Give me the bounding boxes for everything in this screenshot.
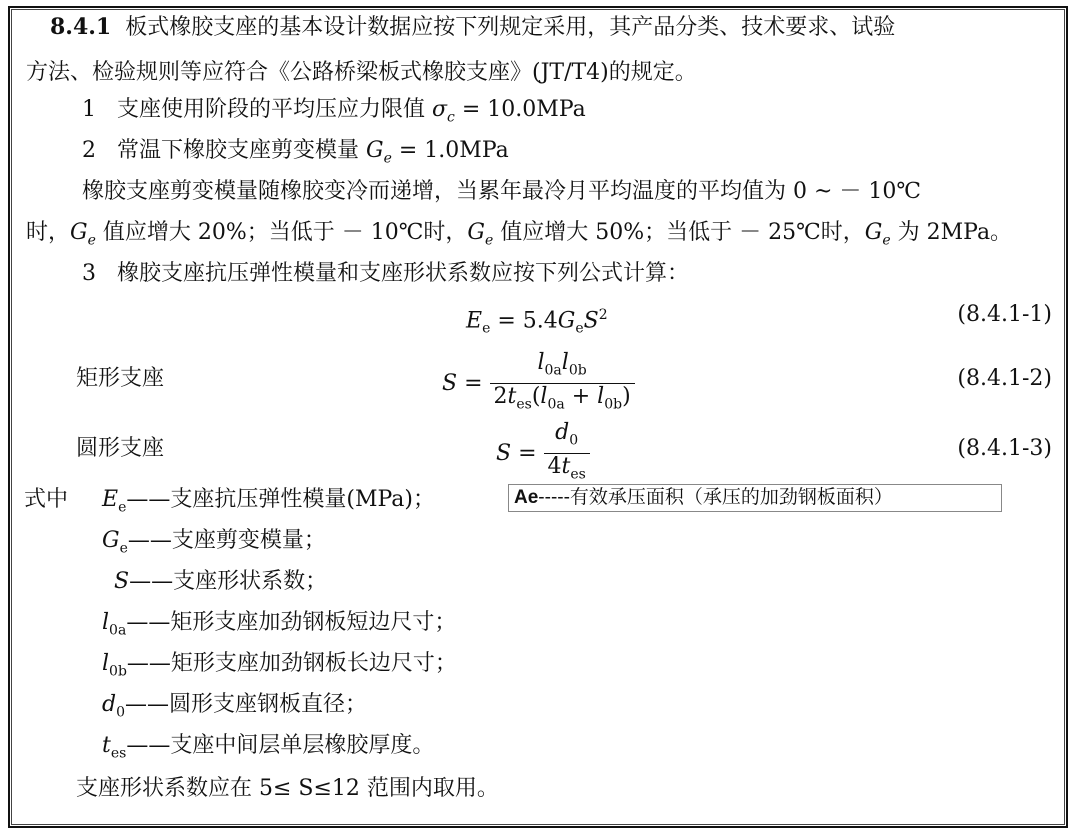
equation-2: S = $\frac{l_{0a}l_{0b}}{2t_{es}(l_{0a} + l_{0b})}$ (442, 350, 635, 418)
section-number: 8.4.1 (50, 14, 112, 40)
item-1-text: 支座使用阶段的平均压应力限值 (116, 97, 425, 122)
equation-3-number: (8.4.1-3) (957, 436, 1052, 461)
annotation-box (508, 484, 1002, 512)
paragraph-line-2: 时，$G_e$ 值应增大 20%；当低于 － 10℃时，$G_e$ 值应增大 50%；当低于 － 25℃时，$G_e$ 为 2MPa。 (26, 220, 1013, 249)
equation-1: $E_e = 5.4G_eS^2$ (466, 307, 608, 337)
equation-3-label: 圆形支座 (76, 436, 165, 461)
intro-line-1 (50, 12, 895, 43)
item-3: 3 橡胶支座抗压弹性模量和支座形状系数应按下列公式计算： (82, 261, 689, 286)
equation-2-number: (8.4.1-2) (957, 366, 1052, 391)
item-1-value: = 10.0MPa (461, 97, 586, 122)
equation-3: S = $\frac{d_0}{4t_{es}}$ (496, 420, 590, 488)
equation-2-label: 矩形支座 (76, 366, 165, 391)
shape-factor-range: 支座形状系数应在 5≤ S≤12 范围内取用。 (76, 776, 499, 801)
equation-1-number: (8.4.1-1) (957, 302, 1052, 327)
def-l0b: $l_{0b}——$矩形支座加劲钢板长边尺寸； (102, 651, 457, 680)
item-2-text: 常温下橡胶支座剪变模量 (116, 138, 359, 163)
def-S: S——支座形状系数； (114, 569, 328, 594)
item-2: 2 常温下橡胶支座剪变模量 $G_e = 1.0MPa$ (82, 138, 509, 167)
intro-text-1: 板式橡胶支座的基本设计数据应按下列规定采用，其产品分类、技术要求、试验 (125, 15, 896, 40)
def-d0: $d_0——$圆形支座钢板直径； (102, 692, 368, 721)
def-tes: $t_{es}——$支座中间层单层橡胶厚度。 (102, 733, 435, 762)
def-Ee: $E_e——$支座抗压弹性模量(MPa)； (102, 487, 435, 516)
annotation-text: -----有效承压面积（承压的加劲钢板面积） (538, 487, 893, 508)
item-1: 1 支座使用阶段的平均压应力限值 $\sigma_c = 10.0MPa$ (82, 97, 586, 126)
intro-line-2: 方法、检验规则等应符合《公路桥梁板式橡胶支座》(JT/T4)的规定。 (26, 60, 697, 85)
annotation-symbol: Ae (514, 487, 539, 508)
item-3-text: 橡胶支座抗压弹性模量和支座形状系数应按下列公式计算： (116, 261, 689, 286)
item-2-value: = 1.0MPa (398, 138, 509, 163)
def-where: 式中 (24, 487, 69, 512)
def-Ge: $G_e——$支座剪变模量； (102, 528, 326, 557)
paragraph-line-1: 橡胶支座剪变模量随橡胶变冷而递增，当累年最冷月平均温度的平均值为 0 ~ － 10℃ (82, 179, 922, 204)
def-l0a: $l_{0a}——$矩形支座加劲钢板短边尺寸； (102, 610, 457, 639)
